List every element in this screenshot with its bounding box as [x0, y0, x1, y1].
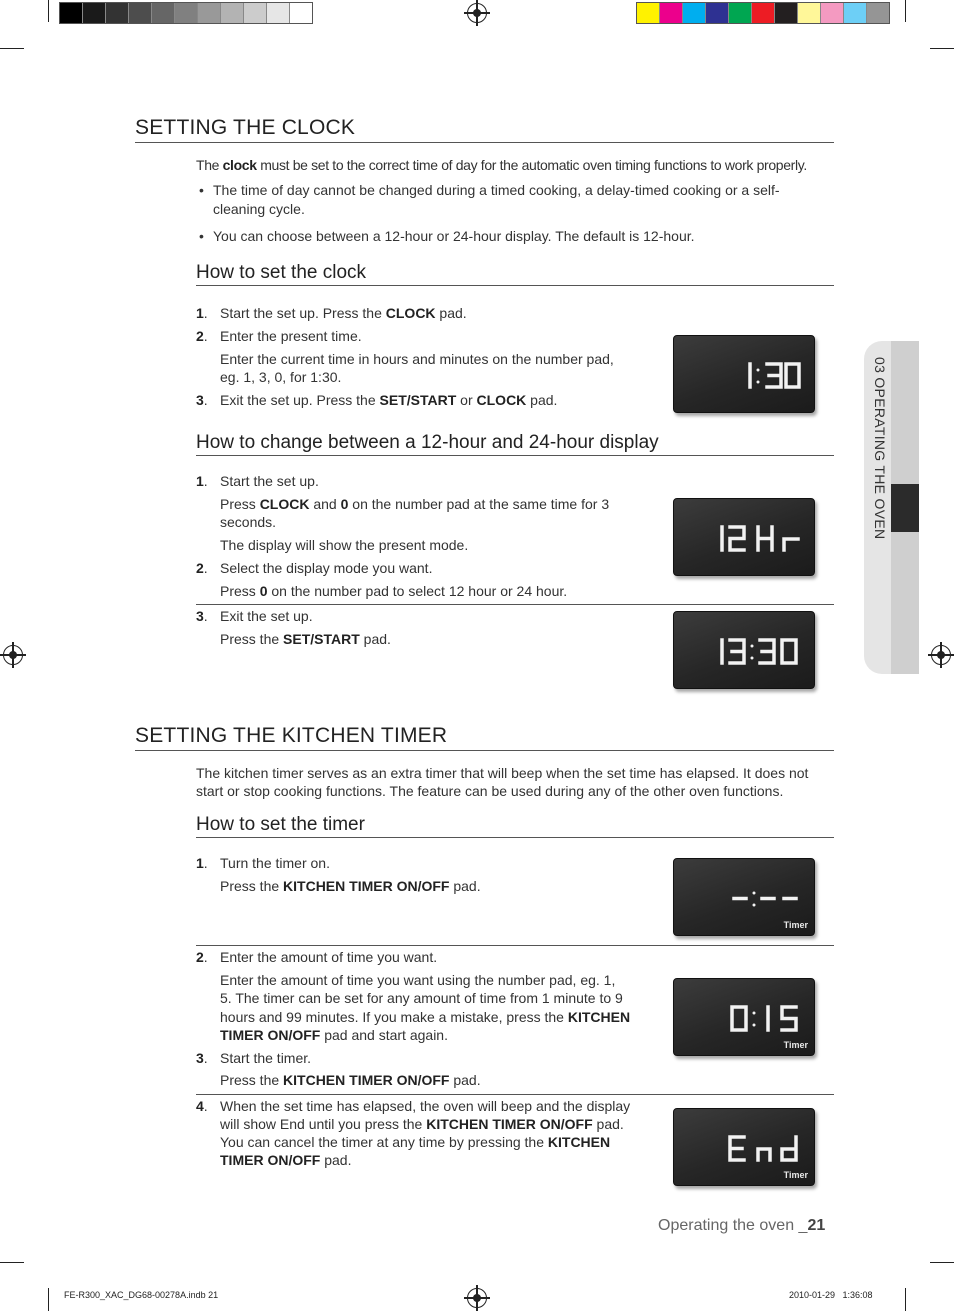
chapter-tab-marker — [891, 484, 919, 532]
set-clock-step-1: Start the set up. Press the CLOCK pad. — [220, 305, 467, 321]
registration-mark-icon — [467, 1288, 487, 1308]
step-number: 1. — [196, 305, 208, 321]
crop-mark — [930, 48, 954, 49]
color-swatch — [152, 3, 175, 23]
color-swatch — [221, 3, 244, 23]
crop-mark — [48, 0, 49, 22]
timer-step-4-line-1: When the set time has elapsed, the oven will beep and the display — [220, 1098, 631, 1114]
timer-off-display — [673, 858, 815, 936]
subtitle-set-clock: How to set the clock — [196, 262, 834, 286]
timer-step-4-line-3: You can cancel the timer at any time by pressing the KITCHEN — [220, 1134, 611, 1150]
step-number: 1. — [196, 855, 208, 871]
color-swatch — [244, 3, 267, 23]
mode-step-2: Select the display mode you want. — [220, 560, 433, 576]
color-swatch — [83, 3, 106, 23]
step-number: 3. — [196, 608, 208, 624]
timer-indicator: Timer — [783, 920, 808, 930]
timer-intro-line-1: The kitchen timer serves as an extra timer that will beep when the set time has elapsed. It does not — [196, 765, 809, 781]
print-slug-date: 2010-01-29 1:36:08 — [789, 1290, 873, 1300]
crop-mark — [905, 1288, 906, 1311]
timer-intro-line-2: start or stop cooking functions. The feature can be used during any of the other oven functions. — [196, 783, 784, 799]
bullet-2: You can choose between a 12-hour or 24-hour display. The default is 12-hour. — [213, 228, 695, 244]
subtitle-set-timer: How to set the timer — [196, 814, 834, 838]
timer-step-2-detail-3: hours and 99 minutes. If you make a mistake, press the KITCHEN — [220, 1009, 631, 1025]
bullet-1-line-2: cleaning cycle. — [213, 201, 305, 217]
color-swatch — [660, 3, 683, 23]
timer-end-display — [673, 1108, 815, 1186]
lcd-readout — [674, 336, 814, 412]
hour-mode-display — [673, 498, 815, 576]
timer-step-4-line-2: will show End until you press the KITCHEN TIMER ON/OFF pad. — [220, 1116, 624, 1132]
timer-step-4-line-4: TIMER ON/OFF pad. — [220, 1152, 352, 1168]
registration-mark-icon — [931, 645, 951, 665]
bullet-1-line-1: The time of day cannot be changed during a timed cooking, a delay-timed cooking or a self- — [213, 182, 780, 198]
lcd-readout — [674, 612, 814, 688]
color-bar — [636, 2, 890, 24]
timer-step-2-detail-1: Enter the amount of time you want using the number pad, eg. 1, — [220, 972, 616, 988]
registration-mark-icon — [467, 3, 487, 23]
color-swatch — [706, 3, 729, 23]
set-clock-step-2-detail-1: Enter the current time in hours and minutes on the number pad, — [220, 351, 614, 367]
step-number: 3. — [196, 1050, 208, 1066]
crop-mark — [0, 48, 24, 49]
color-swatch — [198, 3, 221, 23]
color-swatch — [175, 3, 198, 23]
registration-mark-icon — [3, 645, 23, 665]
step-number: 2. — [196, 560, 208, 576]
clock-intro: The clock must be set to the correct time of day for the automatic oven timing functions to work properly. — [196, 157, 807, 173]
step-number: 3. — [196, 392, 208, 408]
color-swatch — [775, 3, 798, 23]
timer-step-2-detail-4: TIMER ON/OFF pad and start again. — [220, 1027, 448, 1043]
timer-set-display — [673, 978, 815, 1056]
mode-step-2-detail: Press 0 on the number pad to select 12 hour or 24 hour. — [220, 583, 568, 599]
color-swatch — [106, 3, 129, 23]
step-number: 4. — [196, 1098, 208, 1114]
timer-step-1: Turn the timer on. — [220, 855, 330, 871]
gray-color-bar — [59, 2, 313, 24]
divider — [196, 945, 834, 946]
section-title-clock: SETTING THE CLOCK — [135, 116, 834, 143]
crop-mark — [48, 1288, 49, 1311]
timer-step-2-detail-2: 5. The timer can be set for any amount of time from 1 minute to 9 — [220, 990, 623, 1006]
subtitle-change-mode: How to change between a 12-hour and 24-hour display — [196, 432, 834, 456]
mode-step-1: Start the set up. — [220, 473, 319, 489]
page-footer: Operating the oven _21 — [658, 1217, 826, 1234]
step-number: 1. — [196, 473, 208, 489]
print-slug-file: FE-R300_XAC_DG68-00278A.indb 21 — [64, 1290, 219, 1300]
mode-step-3: Exit the set up. — [220, 608, 313, 624]
crop-mark — [930, 1262, 954, 1263]
set-clock-step-2-detail-2: eg. 1, 3, 0, for 1:30. — [220, 369, 342, 385]
clock-display — [673, 335, 815, 413]
divider — [196, 604, 834, 605]
color-swatch — [637, 3, 660, 23]
timer-step-1-detail: Press the KITCHEN TIMER ON/OFF pad. — [220, 878, 481, 894]
timer-indicator: Timer — [783, 1040, 808, 1050]
color-swatch — [752, 3, 775, 23]
timer-indicator: Timer — [783, 1170, 808, 1180]
mode-step-3-detail: Press the SET/START pad. — [220, 631, 391, 647]
color-swatch — [267, 3, 290, 23]
step-number: 2. — [196, 949, 208, 965]
lcd-readout — [674, 499, 814, 575]
color-swatch — [844, 3, 867, 23]
color-swatch — [867, 3, 889, 23]
timer-step-3: Start the timer. — [220, 1050, 312, 1066]
timer-step-3-detail: Press the KITCHEN TIMER ON/OFF pad. — [220, 1072, 481, 1088]
color-swatch — [821, 3, 844, 23]
color-swatch — [683, 3, 706, 23]
chapter-label: 03 OPERATING THE OVEN — [872, 357, 888, 540]
divider — [196, 1094, 834, 1095]
color-swatch — [129, 3, 152, 23]
color-swatch — [729, 3, 752, 23]
set-clock-step-3: Exit the set up. Press the SET/START or CLOCK pad. — [220, 392, 558, 408]
section-title-timer: SETTING THE KITCHEN TIMER — [135, 724, 834, 751]
bullet-dot: • — [199, 228, 204, 244]
set-clock-step-2: Enter the present time. — [220, 328, 362, 344]
color-swatch — [798, 3, 821, 23]
mode-step-1-detail-1b: seconds. — [220, 514, 277, 530]
bullet-dot: • — [199, 182, 204, 198]
crop-mark — [905, 0, 906, 22]
mode-step-1-detail-2: The display will show the present mode. — [220, 537, 469, 553]
color-swatch — [60, 3, 83, 23]
mode-step-1-detail-1: Press CLOCK and 0 on the number pad at the same time for 3 — [220, 496, 610, 512]
timer-step-2: Enter the amount of time you want. — [220, 949, 438, 965]
clock-24h-display — [673, 611, 815, 689]
step-number: 2. — [196, 328, 208, 344]
crop-mark — [0, 1262, 24, 1263]
color-swatch — [290, 3, 312, 23]
